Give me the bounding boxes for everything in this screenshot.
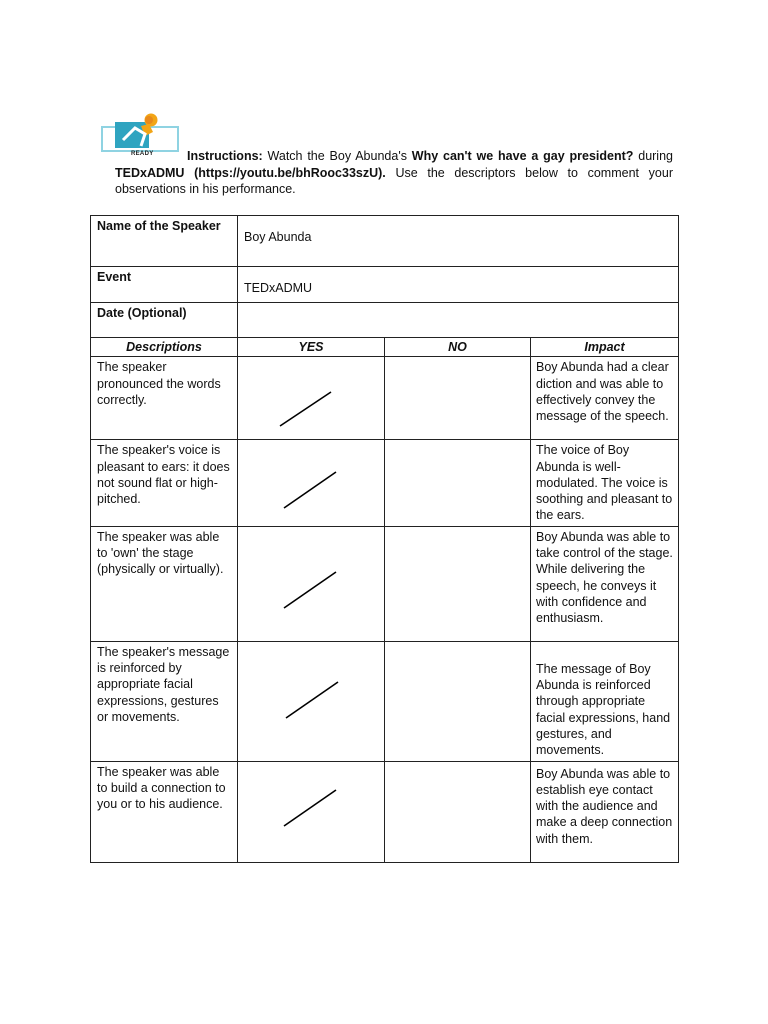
- info-row-date: [91, 303, 679, 338]
- no-cell[interactable]: [385, 526, 531, 641]
- impact-text: Boy Abunda was able to take control of the stage. While delivering the speech, he conveys it with confidence and enthusiasm.: [531, 526, 679, 641]
- info-label: Date (Optional): [91, 303, 238, 338]
- criteria-description: The speaker was able to build a connection to you or to his audience.: [91, 761, 238, 862]
- instructions-text-2: during: [633, 149, 673, 163]
- info-row-event: [91, 267, 679, 303]
- yes-check-mark: [238, 527, 384, 641]
- no-cell[interactable]: [385, 761, 531, 862]
- event-link[interactable]: TEDxADMU (https://youtu.be/bhRooc33szU).: [115, 165, 386, 180]
- yes-check-mark: [238, 440, 384, 525]
- yes-check-mark: [238, 642, 384, 761]
- criteria-description: The speaker was able to 'own' the stage (physically or virtually).: [91, 526, 238, 641]
- criteria-description: The speaker's voice is pleasant to ears: it does not sound flat or high-pitched.: [91, 440, 238, 526]
- yes-check-mark: [238, 357, 384, 439]
- header-descriptions: Descriptions: [91, 338, 238, 357]
- impact-text: Boy Abunda was able to establish eye contact with the audience and make a deep connection with them.: [531, 761, 679, 862]
- yes-cell[interactable]: [238, 440, 385, 526]
- info-value-event: TEDxADMU: [238, 267, 679, 303]
- evaluation-table: [90, 215, 679, 863]
- info-row-speaker: [91, 216, 679, 267]
- criteria-row: [91, 641, 679, 761]
- instructions-text-3: Use the descriptors below to comment your observations in his performance.: [115, 165, 673, 196]
- header-no: NO: [385, 338, 531, 357]
- runner-icon: [101, 110, 183, 152]
- criteria-row: [91, 357, 679, 440]
- speech-title: Why can't we have a gay president?: [411, 149, 634, 163]
- info-value-date: [238, 303, 679, 338]
- impact-text: The message of Boy Abunda is reinforced through appropriate facial expressions, hand gestures, and movements.: [531, 641, 679, 761]
- yes-cell[interactable]: [238, 526, 385, 641]
- info-label: Name of the Speaker: [91, 216, 238, 267]
- criteria-row: [91, 526, 679, 641]
- logo-label: READY: [131, 151, 154, 157]
- instructions-lead: Instructions:: [187, 149, 263, 163]
- impact-text: The voice of Boy Abunda is well-modulated. The voice is soothing and pleasant to the ears.: [531, 440, 679, 526]
- instructions-text-1: Watch the Boy Abunda's: [262, 149, 412, 163]
- yes-cell[interactable]: [238, 357, 385, 440]
- criteria-row: [91, 440, 679, 526]
- instructions-paragraph: [115, 148, 673, 198]
- header-yes: YES: [238, 338, 385, 357]
- yes-cell[interactable]: [238, 641, 385, 761]
- criteria-description: The speaker pronounced the words correctly.: [91, 357, 238, 440]
- info-value-speaker: Boy Abunda: [238, 216, 679, 267]
- criteria-description: The speaker's message is reinforced by appropriate facial expressions, gestures or movements.: [91, 641, 238, 761]
- header-impact: Impact: [531, 338, 679, 357]
- impact-text: Boy Abunda had a clear diction and was able to effectively convey the message of the speech.: [531, 357, 679, 440]
- yes-cell[interactable]: [238, 761, 385, 862]
- no-cell[interactable]: [385, 440, 531, 526]
- no-cell[interactable]: [385, 641, 531, 761]
- criteria-row: [91, 761, 679, 862]
- yes-check-mark: [238, 762, 384, 862]
- no-cell[interactable]: [385, 357, 531, 440]
- header-row: [91, 338, 679, 357]
- info-label: Event: [91, 267, 238, 303]
